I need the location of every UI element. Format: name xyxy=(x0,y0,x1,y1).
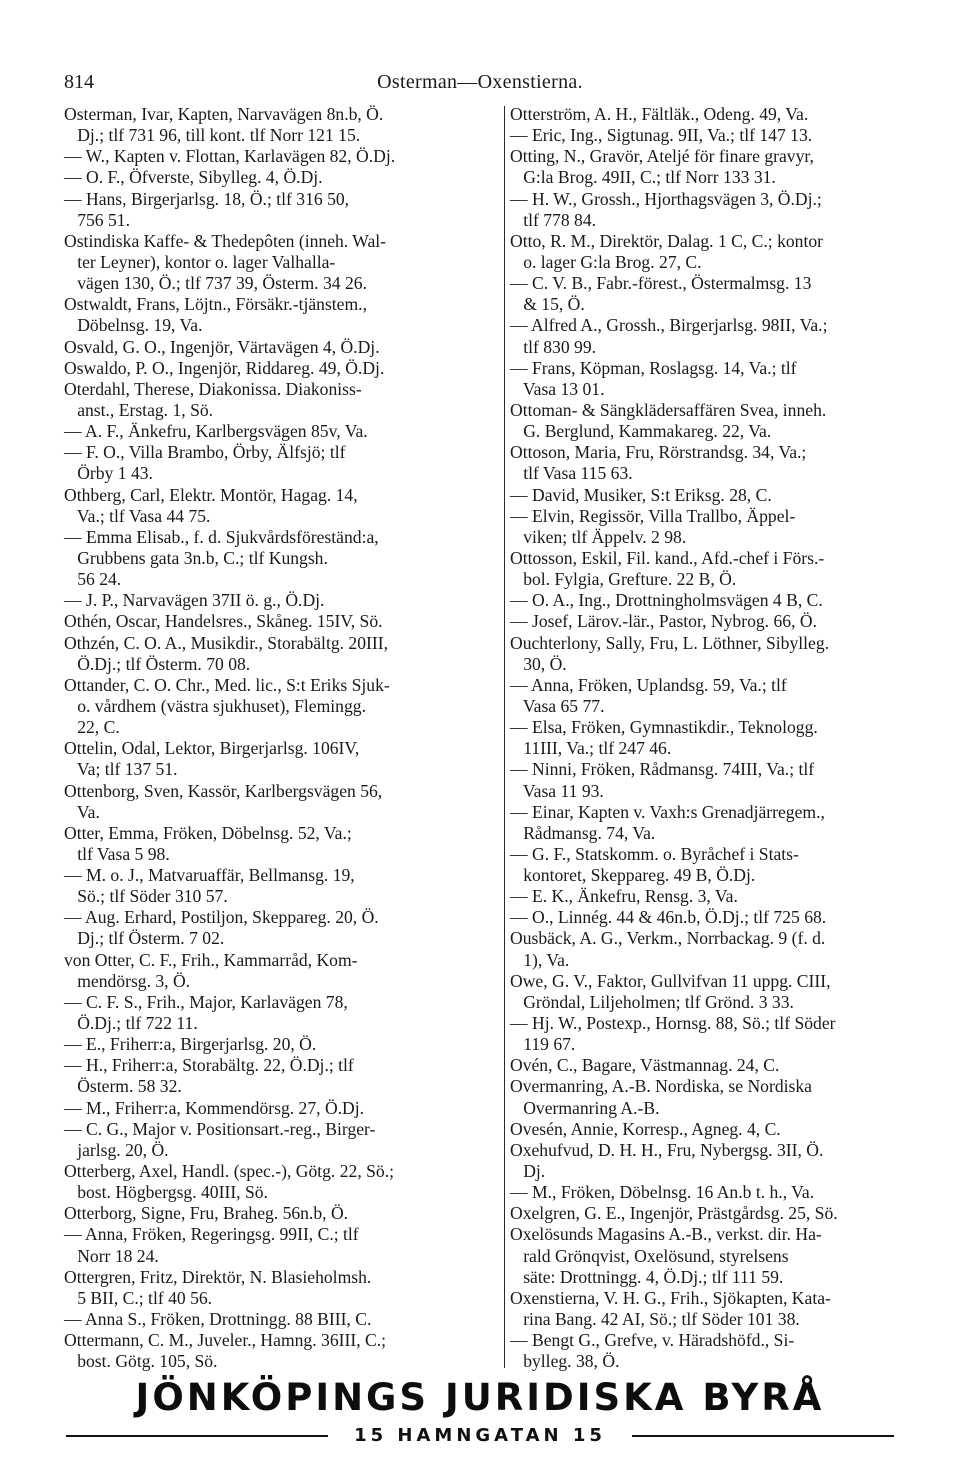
directory-entry-line: — Elsa, Fröken, Gymnastikdir., Teknologg. xyxy=(510,717,818,738)
directory-entry-line: Vasa 13 01. xyxy=(510,378,605,399)
directory-entry-line: 119 67. xyxy=(510,1034,576,1055)
directory-entry-line: Ottander, C. O. Chr., Med. lic., S:t Eriks Sjuk- xyxy=(64,674,390,695)
directory-entry-line: Othén, Oscar, Handelsres., Skåneg. 15IV, Sö. xyxy=(64,611,383,632)
directory-entry-line: — Einar, Kapten v. Vaxh:s Grenadjärregem., xyxy=(510,801,825,822)
advertisement-subtitle-row xyxy=(0,1424,960,1448)
directory-entry-line: Ostindiska Kaffe- & Thedepôten (inneh. Wal- xyxy=(64,230,387,251)
directory-entry-line: — O., Linnég. 44 & 46n.b, Ö.Dj.; tlf 725 68. xyxy=(510,907,827,928)
directory-entry-line: Otterborg, Signe, Fru, Braheg. 56n.b, Ö. xyxy=(64,1203,349,1224)
directory-entry-line: tlf Vasa 5 98. xyxy=(64,843,170,864)
directory-entry-line: Dj.; tlf 731 96, till kont. tlf Norr 121 15. xyxy=(64,125,361,146)
directory-entry-line: tlf 830 99. xyxy=(510,336,597,357)
directory-entry-line: tlf 778 84. xyxy=(510,209,597,230)
directory-entry-line: — J. P., Narvavägen 37II ö. g., Ö.Dj. xyxy=(64,590,325,611)
decorative-rule-right xyxy=(632,1435,894,1437)
column-divider xyxy=(504,106,505,1368)
directory-entry-line: Osterman, Ivar, Kapten, Narvavägen 8n.b, Ö. xyxy=(64,104,384,124)
directory-entry-line: — Aug. Erhard, Postiljon, Skeppareg. 20, Ö. xyxy=(64,907,379,928)
advertisement xyxy=(0,1376,960,1448)
directory-entry-line: — Anna, Fröken, Regeringsg. 99II, C.; tlf xyxy=(64,1224,359,1245)
directory-entry-line: Va; tlf 137 51. xyxy=(64,759,178,780)
directory-entry-line: G. Berglund, Kammakareg. 22, Va. xyxy=(510,421,772,442)
directory-entry-line: bost. Götg. 105, Sö. xyxy=(64,1351,218,1372)
directory-entry-line: — E. K., Änkefru, Rensg. 3, Va. xyxy=(510,886,738,907)
directory-entry-line: Overmanring, A.-B. Nordiska, se Nordiska xyxy=(510,1076,812,1097)
directory-entry-line: — M., Friherr:a, Kommendörsg. 27, Ö.Dj. xyxy=(64,1097,365,1118)
directory-entry-line: bylleg. 38, Ö. xyxy=(510,1351,620,1372)
directory-entry-line: Grubbens gata 3n.b, C.; tlf Kungsh. xyxy=(64,547,328,568)
directory-entry-line: Ouchterlony, Sally, Fru, L. Löthner, Sibylleg. xyxy=(510,632,830,653)
directory-entry-line: ter Leyner), kontor o. lager Valhalla- xyxy=(64,251,336,272)
directory-entry-line: Ottoman- & Sängklädersaffären Svea, inneh. xyxy=(510,399,827,420)
directory-entry-line: Oxelösunds Magasins A.-B., verkst. dir. Ha- xyxy=(510,1224,822,1245)
directory-entry-line: o. lager G:la Brog. 27, C. xyxy=(510,251,702,272)
directory-entry-line: Döbelnsg. 19, Va. xyxy=(64,315,203,336)
directory-entry-line: Norr 18 24. xyxy=(64,1245,159,1266)
directory-entry-line: Vasa 11 93. xyxy=(510,780,604,801)
directory-entry-line: Ostwaldt, Frans, Löjtn., Försäkr.-tjänstem., xyxy=(64,294,367,315)
directory-entry-line: Oterdahl, Therese, Diakonissa. Diakoniss- xyxy=(64,378,362,399)
directory-entry-line: — Emma Elisab., f. d. Sjukvårdsföreständ:a, xyxy=(64,526,379,547)
directory-entry-line: — H. W., Grossh., Hjorthagsvägen 3, Ö.Dj.; xyxy=(510,188,822,209)
decorative-rule-left xyxy=(66,1435,328,1437)
directory-entry-line: — Hans, Birgerjarlsg. 18, Ö.; tlf 316 50, xyxy=(64,188,350,209)
directory-entry-line: o. vårdhem (västra sjukhuset), Flemingg. xyxy=(64,695,366,716)
directory-entry-line: — Anna, Fröken, Uplandsg. 59, Va.; tlf xyxy=(510,674,787,695)
directory-entry-line: Va. xyxy=(64,801,100,822)
directory-entry-line: Oxenstierna, V. H. G., Frih., Sjökapten, Kata- xyxy=(510,1287,831,1308)
directory-entry-line: 756 51. xyxy=(64,209,130,230)
directory-entry-line: Ottermann, C. M., Juveler., Hamng. 36III, C.; xyxy=(64,1330,387,1351)
directory-entry-line: — C. V. B., Fabr.-förest., Östermalmsg. 13 xyxy=(510,273,812,294)
directory-entry-line: — H., Friherr:a, Storabältg. 22, Ö.Dj.; tlf xyxy=(64,1055,354,1076)
directory-entry-line: 11III, Va.; tlf 247 46. xyxy=(510,738,672,759)
directory-entry-line: G:la Brog. 49II, C.; tlf Norr 133 31. xyxy=(510,167,776,188)
directory-entry-line: Owe, G. V., Faktor, Gullvifvan 11 uppg. CIII, xyxy=(510,970,831,991)
directory-entry-line: Otto, R. M., Direktör, Dalag. 1 C, C.; kontor xyxy=(510,230,824,251)
directory-entry-line: Oxehufvud, D. H. H., Fru, Nybergsg. 3II, Ö. xyxy=(510,1139,824,1160)
directory-entry-line: rina Bang. 42 AI, Sö.; tlf Söder 101 38. xyxy=(510,1309,800,1330)
directory-entry-line: Ö.Dj.; tlf Österm. 70 08. xyxy=(64,653,251,674)
directory-entry-line: Oxelgren, G. E., Ingenjör, Prästgårdsg. 25, Sö. xyxy=(510,1203,838,1224)
directory-entry-line: Dj.; tlf Österm. 7 02. xyxy=(64,928,225,949)
directory-entry-line: Gröndal, Liljeholmen; tlf Grönd. 3 33. xyxy=(510,991,794,1012)
directory-entry-line: Ottergren, Fritz, Direktör, N. Blasieholmsh. xyxy=(64,1266,372,1287)
directory-entry-line: Otting, N., Gravör, Ateljé för finare gravyr, xyxy=(510,146,814,167)
directory-entry-line: 5 BII, C.; tlf 40 56. xyxy=(64,1287,213,1308)
directory-entry-line: vägen 130, Ö.; tlf 737 39, Österm. 34 26. xyxy=(64,273,367,294)
directory-entry-line: Otter, Emma, Fröken, Döbelnsg. 52, Va.; xyxy=(64,822,352,843)
directory-entry-line: Othberg, Carl, Elektr. Montör, Hagag. 14, xyxy=(64,484,358,505)
directory-entry-line: — C. G., Major v. Positionsart.-reg., Birger- xyxy=(64,1118,376,1139)
directory-entry-line: Ousbäck, A. G., Verkm., Norrbackag. 9 (f. d. xyxy=(510,928,826,949)
directory-entry-line: Sö.; tlf Söder 310 57. xyxy=(64,886,228,907)
directory-entry-line: Ö.Dj.; tlf 722 11. xyxy=(64,1013,198,1034)
directory-entry-line: 56 24. xyxy=(64,569,122,590)
directory-entry-line: — Hj. W., Postexp., Hornsg. 88, Sö.; tlf Söder xyxy=(510,1013,836,1034)
directory-entry-line: — C. F. S., Frih., Major, Karlavägen 78, xyxy=(64,991,348,1012)
directory-entry-line: Vasa 65 77. xyxy=(510,695,605,716)
directory-entry-line: — G. F., Statskomm. o. Byråchef i Stats- xyxy=(510,843,799,864)
directory-entry-line: — Alfred A., Grossh., Birgerjarlsg. 98II, Va.; xyxy=(510,315,828,336)
directory-entry-line: Österm. 58 32. xyxy=(64,1076,182,1097)
directory-entry-line: — W., Kapten v. Flottan, Karlavägen 82, Ö.Dj. xyxy=(64,146,396,167)
directory-entry-line: tlf Vasa 115 63. xyxy=(510,463,633,484)
directory-entry-line: — Josef, Lärov.-lär., Pastor, Nybrog. 66, Ö. xyxy=(510,611,817,632)
directory-entry-line: Va.; tlf Vasa 44 75. xyxy=(64,505,211,526)
directory-entry-line: Osvald, G. O., Ingenjör, Värtavägen 4, Ö.Dj. xyxy=(64,336,380,357)
directory-entry-line: viken; tlf Äppelv. 2 98. xyxy=(510,526,687,547)
directory-entry-line: von Otter, C. F., Frih., Kammarråd, Kom- xyxy=(64,949,358,970)
directory-entry-line: — Eric, Ing., Sigtunag. 9II, Va.; tlf 147 13. xyxy=(510,125,813,146)
directory-entry-line: Ottenborg, Sven, Kassör, Karlbergsvägen 56, xyxy=(64,780,383,801)
directory-entry-line: — E., Friherr:a, Birgerjarlsg. 20, Ö. xyxy=(64,1034,317,1055)
directory-entry-line: Örby 1 43. xyxy=(64,463,153,484)
running-head: Osterman—Oxenstierna. xyxy=(377,71,583,93)
directory-entry-line: bol. Fylgia, Grefture. 22 B, Ö. xyxy=(510,569,737,590)
directory-entry-line: — Elvin, Regissör, Villa Trallbo, Äppel- xyxy=(510,505,796,526)
advertisement-subtitle: 15 HAMNGATAN 15 xyxy=(354,1425,606,1446)
directory-entry-line: — Anna S., Fröken, Drottningg. 88 BIII, C. xyxy=(64,1309,372,1330)
right-column xyxy=(510,104,916,1372)
page-number: 814 xyxy=(64,71,94,93)
directory-entry-line: jarlsg. 20, Ö. xyxy=(64,1139,169,1160)
directory-entry-line: rald Grönqvist, Oxelösund, styrelsens xyxy=(510,1245,789,1266)
directory-entry-line: Otterström, A. H., Fältläk., Odeng. 49, Va. xyxy=(510,104,809,124)
directory-entry-line: — Bengt G., Grefve, v. Häradshöfd., Si- xyxy=(510,1330,795,1351)
directory-entry-line: Ottelin, Odal, Lektor, Birgerjarlsg. 106IV, xyxy=(64,738,360,759)
directory-entry-line: 22, C. xyxy=(64,717,120,738)
advertisement-title: JÖNKÖPINGS JURIDISKA BYRÅ xyxy=(135,1376,825,1419)
directory-entry-line: — Frans, Köpman, Roslagsg. 14, Va.; tlf xyxy=(510,357,797,378)
directory-entry-line: 30, Ö. xyxy=(510,653,567,674)
directory-entry-line: — A. F., Änkefru, Karlbergsvägen 85v, Va. xyxy=(64,421,368,442)
directory-entry-line: — O. A., Ing., Drottningholmsvägen 4 B, C. xyxy=(510,590,823,611)
directory-entry-line: anst., Erstag. 1, Sö. xyxy=(64,399,214,420)
directory-entry-line: — Ninni, Fröken, Rådmansg. 74III, Va.; tlf xyxy=(510,759,815,780)
directory-entry-line: Rådmansg. 74, Va. xyxy=(510,822,656,843)
directory-entry-line: Oswaldo, P. O., Ingenjör, Riddareg. 49, Ö.Dj. xyxy=(64,357,385,378)
directory-entry-line: bost. Högbergsg. 40III, Sö. xyxy=(64,1182,268,1203)
directory-entry-line: Ovén, C., Bagare, Västmannag. 24, C. xyxy=(510,1055,780,1076)
directory-entry-line: säte: Drottningg. 4, Ö.Dj.; tlf 111 59. xyxy=(510,1266,784,1287)
directory-entry-line: kontoret, Skeppareg. 49 B, Ö.Dj. xyxy=(510,865,756,886)
directory-entry-line: — O. F., Öfverste, Sibylleg. 4, Ö.Dj. xyxy=(64,167,323,188)
directory-entry-line: Overmanring A.-B. xyxy=(510,1097,660,1118)
directory-entry-line: 1), Va. xyxy=(510,949,570,970)
directory-entry-line: Ottosson, Eskil, Fil. kand., Afd.-chef i Förs.- xyxy=(510,547,825,568)
directory-entry-line: Otterberg, Axel, Handl. (spec.-), Götg. 22, Sö.; xyxy=(64,1161,394,1182)
left-column xyxy=(64,104,496,1372)
directory-entry-line: — David, Musiker, S:t Eriksg. 28, C. xyxy=(510,484,772,505)
directory-entry-line: Ottoson, Maria, Fru, Rörstrandsg. 34, Va.; xyxy=(510,442,807,463)
directory-entry-line: & 15, Ö. xyxy=(510,294,585,315)
directory-entry-line: Othzén, C. O. A., Musikdir., Storabältg. 20III, xyxy=(64,632,388,653)
directory-entry-line: mendörsg. 3, Ö. xyxy=(64,970,191,991)
directory-entry-line: — M. o. J., Matvaruaffär, Bellmansg. 19, xyxy=(64,865,355,886)
directory-entry-line: — M., Fröken, Döbelnsg. 16 An.b t. h., Va. xyxy=(510,1182,815,1203)
directory-entry-line: Dj. xyxy=(510,1161,546,1182)
directory-entry-line: Ovesén, Annie, Korresp., Agneg. 4, C. xyxy=(510,1118,781,1139)
directory-entry-line: — F. O., Villa Brambo, Örby, Älfsjö; tlf xyxy=(64,442,346,463)
